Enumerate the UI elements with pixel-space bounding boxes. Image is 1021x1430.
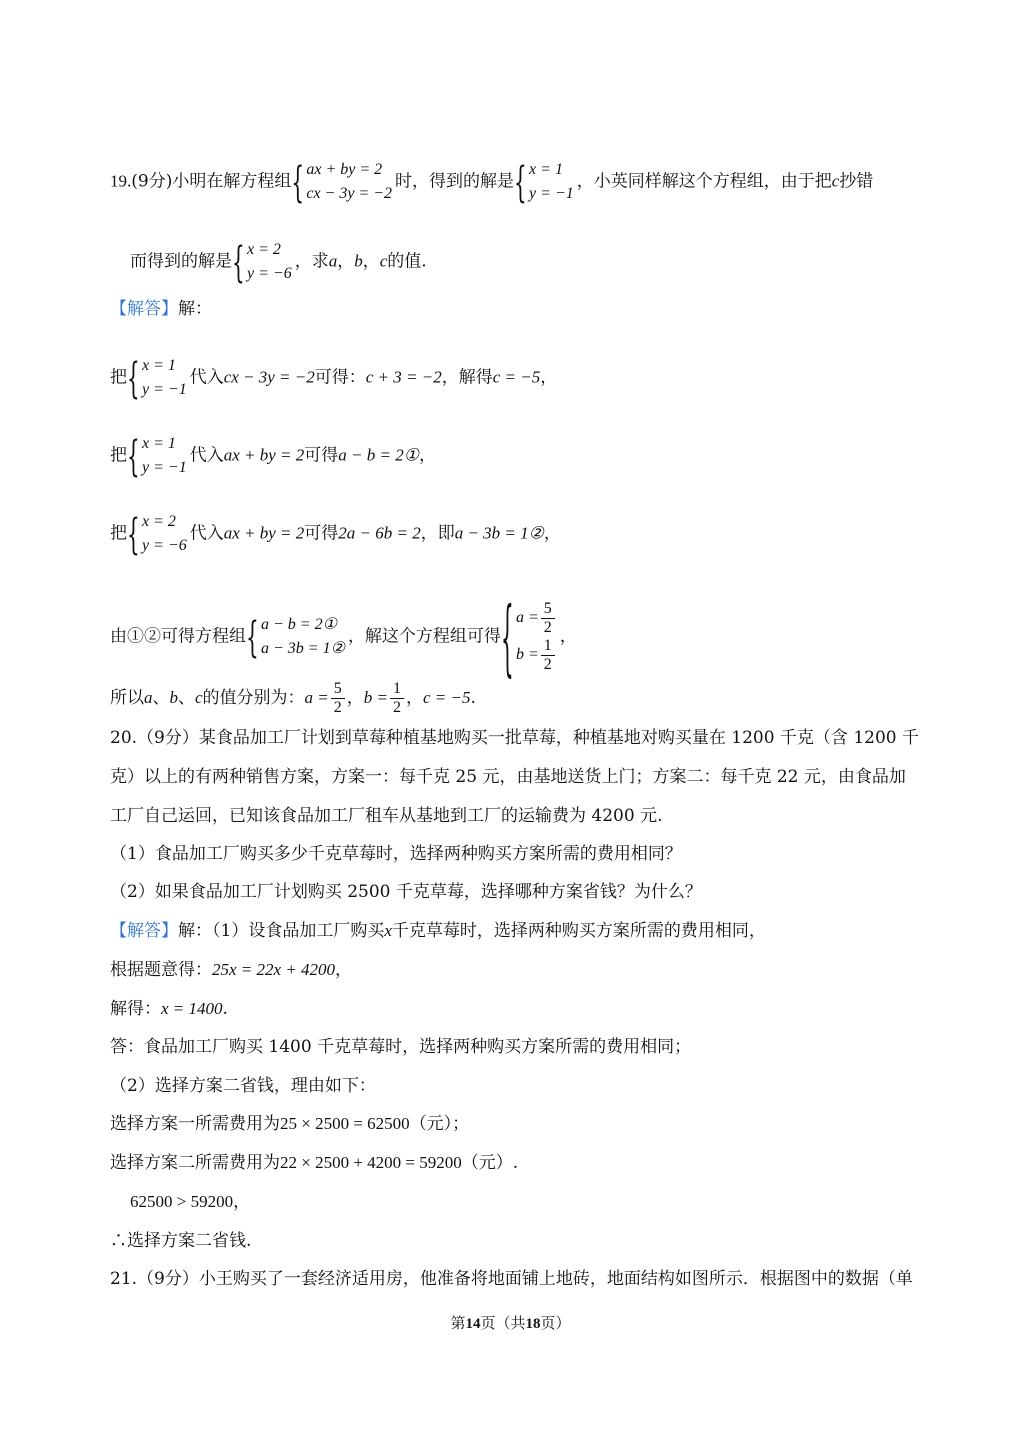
answer-20-line2: 根据题意得：25x = 22x + 4200，	[110, 960, 353, 980]
q20-sub2: （2）如果食品加工厂计划购买 2500 千克草莓，选择哪种方案省钱？为什么？	[110, 882, 702, 902]
fraction: $\frac{1}{2}$	[541, 637, 555, 674]
answer-20-line4: 答：食品加工厂购买 1400 千克草莓时，选择两种购买方案所需的费用相同；	[110, 1037, 692, 1057]
q20-line3: 工厂自己运回，已知该食品加工厂租车从基地到工厂的运输费为 4200 元.	[110, 806, 663, 826]
fraction: $\frac{5}{2}$	[331, 680, 345, 717]
answer-19-heading: 【解答】解：	[110, 299, 212, 319]
q20-sub1: （1）食品加工厂购买多少千克草莓时，选择两种购买方案所需的费用相同？	[110, 844, 682, 864]
answer-20-line7: 选择方案二所需费用为22 × 2500 + 4200 = 59200（元）.	[110, 1153, 519, 1173]
answer-20-line3: 解得：x = 1400.	[110, 999, 228, 1019]
answer-20-line9: ∴选择方案二省钱.	[110, 1231, 252, 1251]
answer-19-step1: 把 { x = 1 y = −1 代入cx − 3y = −2可得：c + 3 = −2，解得c = −5，	[110, 354, 557, 402]
answer-19-step2: 把 { x = 1 y = −1 代入ax + by = 2可得a − b = 2①，	[110, 432, 436, 480]
answer-20-line1: 【解答】解：（1）设食品加工厂购买x千克草莓时，选择两种购买方案所需的费用相同，	[110, 921, 766, 941]
fraction: $\frac{5}{2}$	[541, 600, 555, 637]
page-footer: 第14页（共18页）	[450, 1314, 571, 1332]
answer-20-line5: （2）选择方案二省钱，理由如下：	[110, 1076, 376, 1096]
q20-line1: 20.（9分）某食品加工厂计划到草莓种植基地购买一批草莓，种植基地对购买量在 1200 千克（含 1200 千	[110, 728, 919, 748]
answer-20-line8: 62500 > 59200，	[130, 1192, 251, 1212]
q19-line1: 19.(9分)小明在解方程组 { ax + by = 2 cx − 3y = −2 时，得到的解是 { x = 1 y = −1 ，小英同样解这个方程组，由于把c抄错	[110, 158, 873, 206]
equation-system: { ax + by = 2 cx − 3y = −2	[294, 158, 392, 206]
answer-label: 【解答】	[110, 921, 178, 941]
fraction: $\frac{1}{2}$	[390, 680, 404, 717]
q21-line1: 21.（9分）小王购买了一套经济适用房，他准备将地面铺上地砖，地面结构如图所示．根据图中的数据（单	[110, 1269, 913, 1289]
q19-line2: 而得到的解是 { x = 2 y = −6 ，求a，b，c的值.	[130, 238, 427, 286]
solution-system: { x = 2 y = −6	[235, 238, 292, 286]
answer-label: 【解答】	[110, 299, 178, 319]
answer-19-step3: 把 { x = 2 y = −6 代入ax + by = 2可得2a − 6b = 2，即a − 3b = 1②，	[110, 510, 561, 558]
answer-19-conclusion: 所以a、b、c的值分别为：a = $\frac{5}{2}$ ，b = $\frac{1}{2}$ ，c = −5.	[110, 680, 476, 716]
answer-19-step4: 由①②可得方程组 { a − b = 2① a − 3b = 1② ，解这个方程组可得 { a = $\frac{5}{2}$ b = $\frac{1}{2}$ ，	[110, 600, 577, 674]
answer-20-line6: 选择方案一所需费用为25 × 2500 = 62500（元）；	[110, 1114, 470, 1134]
solution-system: { x = 1 y = −1	[517, 158, 574, 206]
fraction-solution-system: { a = $\frac{5}{2}$ b = $\frac{1}{2}$	[504, 600, 557, 674]
q20-line2: 克）以上的有两种销售方案，方案一：每千克 25 元，由基地送货上门；方案二：每千克 22 元，由食品加	[110, 767, 906, 787]
